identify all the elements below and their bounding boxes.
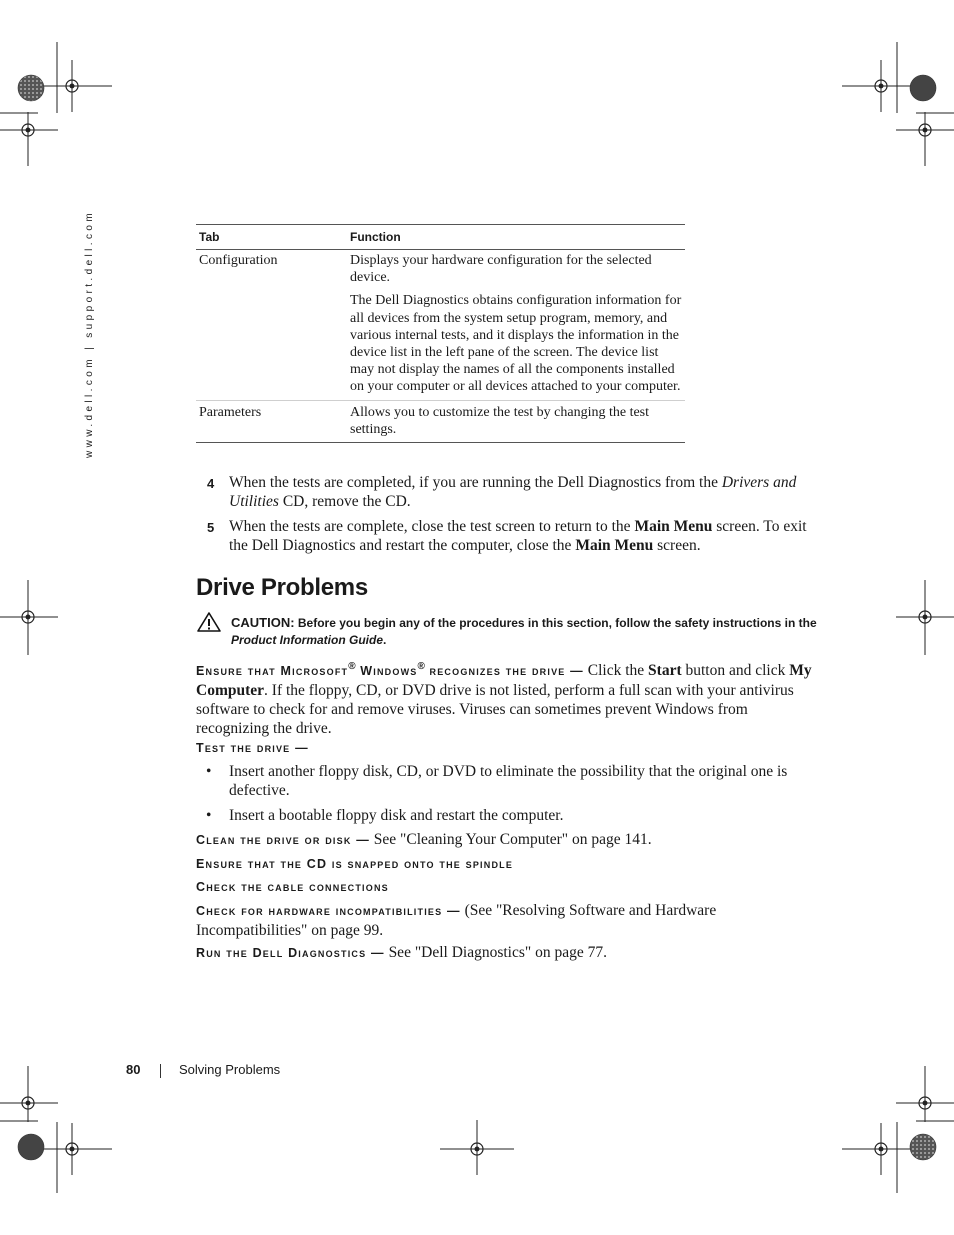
registered-mark: ® xyxy=(348,661,356,672)
step-heading: Check the cable connections xyxy=(196,880,389,894)
section-heading: Drive Problems xyxy=(196,574,368,601)
step-text-part: When the tests are complete, close the test screen to return to the xyxy=(229,518,635,535)
caution-text: Before you begin any of the procedures in this section, follow the safety instructions in the xyxy=(294,616,817,630)
caution-end: . xyxy=(383,633,387,647)
table-cell-function xyxy=(348,401,685,438)
table-row xyxy=(196,250,685,401)
list-item: Insert a bootable floppy disk and restart the computer. xyxy=(229,807,564,824)
footer-divider xyxy=(160,1064,161,1078)
list-item: Insert another floppy disk, CD, or DVD to eliminate the possibility that the original one is defective. xyxy=(229,763,788,799)
tabs-table xyxy=(196,224,685,443)
step-text xyxy=(229,517,814,555)
table-cell-tab: Parameters xyxy=(199,404,262,420)
step-number: 5 xyxy=(207,520,215,535)
ui-term: My Computer xyxy=(196,662,812,700)
step-text-part: screen. xyxy=(653,537,701,554)
body-text: . If the floppy, CD, or DVD drive is not listed, perform a full scan with your antivirus software to check for and remove viruses. Viruses can sometimes prevent Windows from recognizing the drive. xyxy=(196,682,794,738)
troubleshoot-cable xyxy=(196,877,814,897)
media-name: Drivers and Utilities xyxy=(229,474,797,510)
registered-mark: ® xyxy=(417,661,425,672)
menu-name: Main Menu xyxy=(575,537,654,554)
troubleshoot-test xyxy=(196,738,814,758)
function-text: Allows you to customize the test by changing the test settings. xyxy=(350,404,650,437)
header-tab: Tab xyxy=(199,230,220,244)
menu-name: Main Menu xyxy=(634,518,713,535)
table-header xyxy=(196,225,685,250)
step-heading: Test the drive — xyxy=(196,741,309,755)
table-row xyxy=(196,401,685,443)
troubleshoot-windows xyxy=(196,657,814,738)
guide-title: Product Information Guide xyxy=(231,633,383,647)
table-cell-function xyxy=(348,250,685,396)
caution-label: CAUTION: xyxy=(231,615,295,630)
bullet-icon: • xyxy=(206,763,212,780)
step-heading: Check for hardware incompatibilities — xyxy=(196,904,461,918)
step-heading: Ensure that the CD is snapped onto the spindle xyxy=(196,857,514,871)
caution-note xyxy=(231,614,831,649)
header-function: Function xyxy=(350,230,401,244)
step-number: 4 xyxy=(207,476,215,491)
table-cell-tab: Configuration xyxy=(199,253,278,268)
bullet-icon: • xyxy=(206,807,212,824)
troubleshoot-cd xyxy=(196,854,814,874)
troubleshoot-clean xyxy=(196,830,814,850)
step-heading: Run the Dell Diagnostics — xyxy=(196,946,385,960)
warning-triangle-icon xyxy=(196,611,222,633)
step-heading: Ensure that Microsoft xyxy=(196,664,349,679)
step-heading: recognizes the drive — xyxy=(424,664,584,679)
step-text-part: screen. To exit the Dell Diagnostics and restart the computer, close the xyxy=(229,518,807,554)
step-heading: Windows xyxy=(355,664,418,679)
function-text: Displays your hardware configuration for the selected device. xyxy=(350,253,652,286)
ui-term: Start xyxy=(648,662,682,680)
troubleshoot-diagnostics xyxy=(196,943,814,963)
footer-section: Solving Problems xyxy=(179,1062,281,1077)
body-text: (See "Resolving Software and Hardware Incompatibilities" on page 99. xyxy=(196,902,717,939)
step-text-part: CD, remove the CD. xyxy=(278,493,411,510)
function-text: The Dell Diagnostics obtains configuration information for all devices from the system setup program, memory, and various internal tests, and it displays the information in the device list in the left pane of the screen. The device list may not display the names of all the components installed on your computer or all devices attached to your computer. xyxy=(350,293,682,395)
step-heading: Clean the drive or disk — xyxy=(196,833,370,847)
body-text: See "Dell Diagnostics" on page 77. xyxy=(384,944,607,961)
troubleshoot-hardware xyxy=(196,901,756,940)
body-text: button and click xyxy=(681,662,790,680)
body-text: See "Cleaning Your Computer" on page 141. xyxy=(369,831,652,848)
page-number: 80 xyxy=(126,1062,141,1077)
step-text xyxy=(229,473,814,511)
side-url: www.dell.com | support.dell.com xyxy=(84,209,95,458)
step-text-part: When the tests are completed, if you are running the Dell Diagnostics from the xyxy=(229,474,722,491)
body-text: Click the xyxy=(583,662,649,680)
